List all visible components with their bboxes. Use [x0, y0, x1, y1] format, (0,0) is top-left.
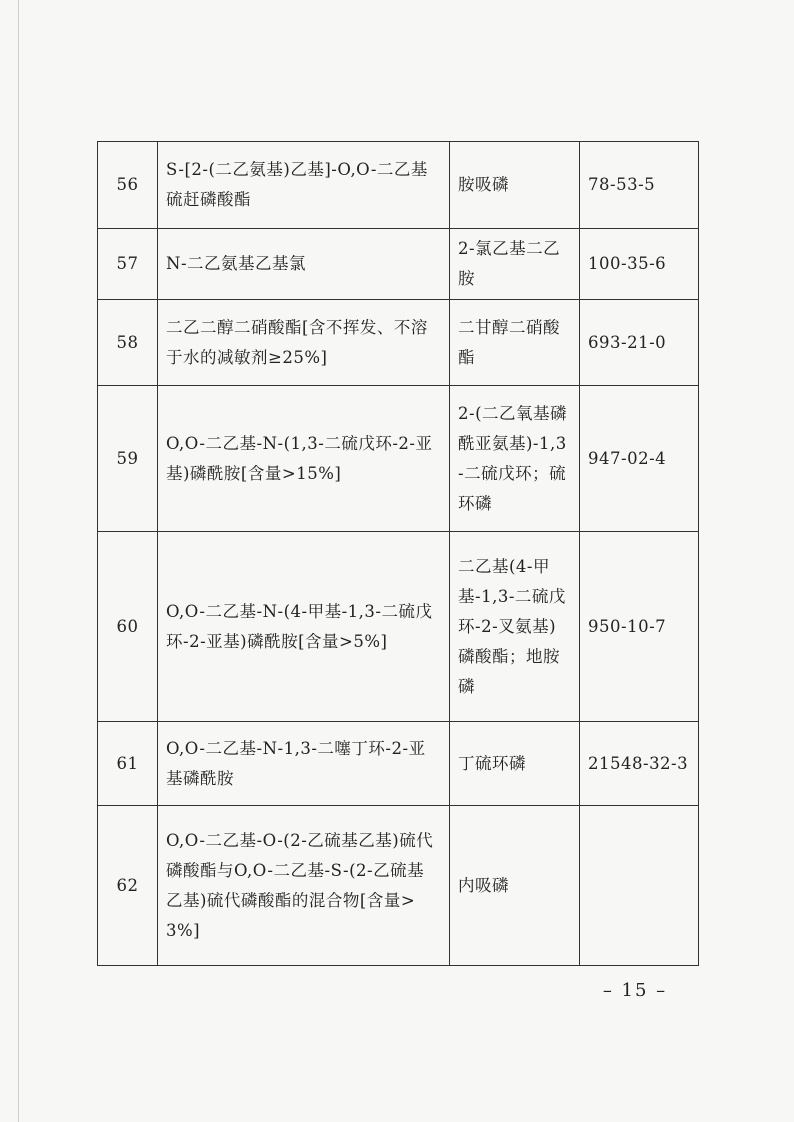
row-number: 57	[98, 229, 158, 300]
chemical-name: O,O-二乙基-N-1,3-二噻丁环-2-亚基磷酰胺	[158, 722, 450, 806]
chemical-alias: 二乙基(4-甲基-1,3-二硫戊环-2-叉氨基)磷酸酯；地胺磷	[450, 532, 580, 722]
chemical-alias: 内吸磷	[450, 806, 580, 966]
chemical-name: O,O-二乙基-O-(2-乙硫基乙基)硫代磷酸酯与O,O-二乙基-S-(2-乙硫基乙基)硫代磷酸酯的混合物[含量>3%]	[158, 806, 450, 966]
row-number: 59	[98, 386, 158, 532]
chemical-name: S-[2-(二乙氨基)乙基]-O,O-二乙基硫赶磷酸酯	[158, 142, 450, 229]
chemical-alias: 丁硫环磷	[450, 722, 580, 806]
table-row	[98, 532, 699, 722]
page-number: – 15 –	[602, 980, 668, 1001]
chemical-alias: 二甘醇二硝酸酯	[450, 300, 580, 386]
cas-number: 21548-32-3	[580, 722, 699, 806]
chemical-name: O,O-二乙基-N-(4-甲基-1,3-二硫戊环-2-亚基)磷酰胺[含量>5%]	[158, 532, 450, 722]
chemical-table	[97, 141, 699, 966]
table-row	[98, 300, 699, 386]
chemical-name: 二乙二醇二硝酸酯[含不挥发、不溶于水的减敏剂≥25%]	[158, 300, 450, 386]
chemical-alias: 2-(二乙氧基磷酰亚氨基)-1,3-二硫戊环；硫环磷	[450, 386, 580, 532]
row-number: 60	[98, 532, 158, 722]
cas-number: 78-53-5	[580, 142, 699, 229]
cas-number: 100-35-6	[580, 229, 699, 300]
cas-number	[580, 806, 699, 966]
page-edge-line	[18, 0, 19, 1122]
cas-number: 693-21-0	[580, 300, 699, 386]
row-number: 62	[98, 806, 158, 966]
chemical-alias: 2-氯乙基二乙胺	[450, 229, 580, 300]
chemical-name: O,O-二乙基-N-(1,3-二硫戊环-2-亚基)磷酰胺[含量>15%]	[158, 386, 450, 532]
row-number: 58	[98, 300, 158, 386]
row-number: 56	[98, 142, 158, 229]
chemical-alias: 胺吸磷	[450, 142, 580, 229]
table-row	[98, 722, 699, 806]
table-row	[98, 806, 699, 966]
table-row	[98, 386, 699, 532]
chemical-name: N-二乙氨基乙基氯	[158, 229, 450, 300]
table-row	[98, 142, 699, 229]
table-row	[98, 229, 699, 300]
cas-number: 950-10-7	[580, 532, 699, 722]
cas-number: 947-02-4	[580, 386, 699, 532]
row-number: 61	[98, 722, 158, 806]
